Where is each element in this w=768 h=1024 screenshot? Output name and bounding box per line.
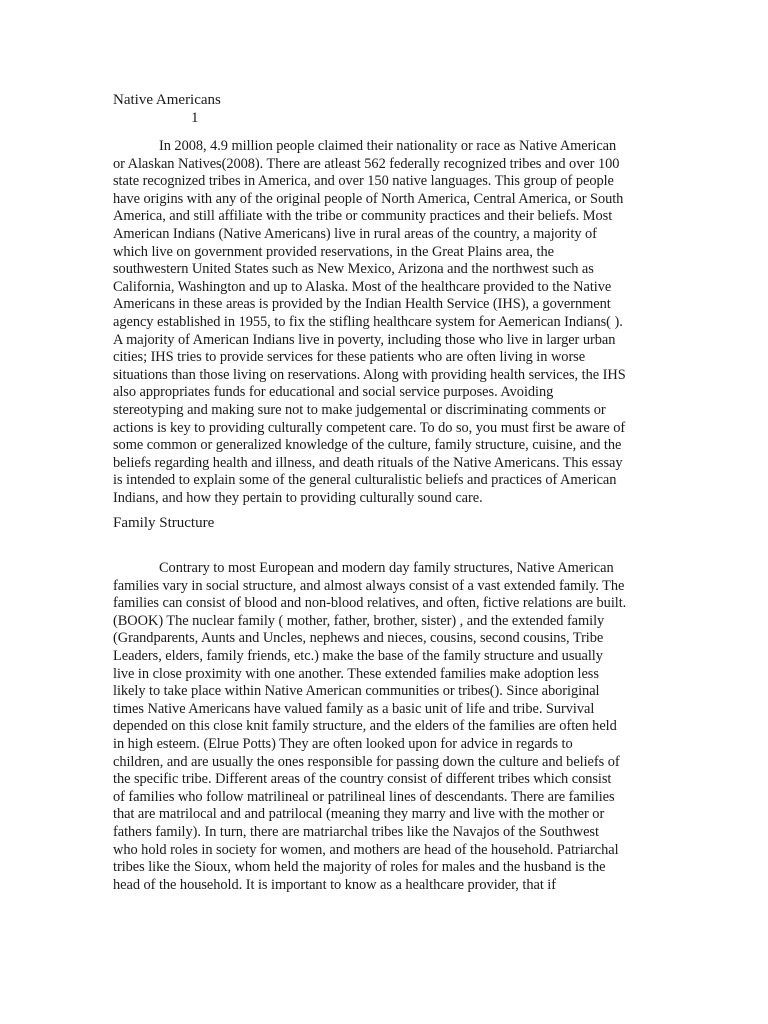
paragraph-line: southwestern United States such as New Mexico, Arizona and the northwest such as — [113, 261, 594, 278]
paragraph-line: Contrary to most European and modern day family structures, Native American — [159, 560, 614, 576]
paragraph-line: which live on government provided reservations, in the Great Plains area, the — [113, 243, 554, 260]
paragraph-line: American Indians (Native Americans) live in rural areas of the country, a majority of — [113, 225, 597, 242]
paragraph-line: agency established in 1955, to fix the stifling healthcare system for Aemerican Indians( ). — [113, 313, 623, 330]
paragraph-line: actions is key to providing culturally competent care. To do so, you must first be aware of — [113, 419, 626, 436]
paragraph-line: stereotyping and making sure not to make judgemental or discriminating comments or — [113, 401, 606, 418]
document-header-title: Native Americans — [113, 92, 221, 108]
paragraph-line: families can consist of blood and non-blood relatives, and often, fictive relations are built. — [113, 595, 627, 612]
paragraph-line: situations than those living on reservations. Along with providing health services, the IHS — [113, 366, 626, 383]
paragraph-line: that are matrilocal and and patrilocal (meaning they marry and live with the mother or — [113, 806, 605, 823]
paragraph-line: state recognized tribes in America, and over 150 native languages. This group of people — [113, 173, 614, 190]
paragraph-line: likely to take place within Native American communities or tribes(). Since aboriginal — [113, 683, 600, 700]
paragraph-line: California, Washington and up to Alaska. Most of the healthcare provided to the Native — [113, 278, 612, 295]
family-structure-paragraph — [113, 560, 651, 894]
paragraph-line: head of the household. It is important to know as a healthcare provider, that if — [113, 876, 557, 893]
paragraph-line: or Alaskan Natives(2008). There are atleast 562 federally recognized tribes and over 100 — [113, 155, 620, 172]
paragraph-line: children, and are usually the ones responsible for passing down the culture and beliefs of — [113, 753, 620, 770]
paragraph-line: also appropriates funds for educational and social service purposes. Avoiding — [113, 384, 554, 401]
paragraph-line: is intended to explain some of the general culturalistic beliefs and practices of American — [113, 472, 617, 489]
paragraph-line: of families who follow matrilineal or patrilineal lines of descendants. There are families — [113, 788, 615, 805]
paragraph-line: the specific tribe. Different areas of the country consist of different tribes which consist — [113, 771, 612, 788]
paragraph-line: A majority of American Indians live in poverty, including those who live in larger urban — [113, 331, 616, 348]
paragraph-line: tribes like the Sioux, whom held the majority of roles for males and the husband is the — [113, 859, 606, 876]
intro-paragraph — [113, 138, 651, 507]
paragraph-line: who hold roles in society for women, and mothers are head of the household. Patriarchal — [113, 841, 619, 858]
paragraph-line: (Grandparents, Aunts and Uncles, nephews and nieces, cousins, second cousins, Tribe — [113, 630, 604, 647]
paragraph-line: Americans in these areas is provided by the Indian Health Service (IHS), a government — [113, 296, 611, 313]
paragraph-line: fathers family). In turn, there are matriarchal tribes like the Navajos of the Southwest — [113, 823, 599, 840]
paragraph-line: beliefs regarding health and illness, and death rituals of the Native Americans. This essay — [113, 454, 623, 471]
section-heading-family-structure: Family Structure — [113, 515, 215, 531]
paragraph-line: In 2008, 4.9 million people claimed their nationality or race as Native American — [159, 138, 617, 154]
paragraph-line: cities; IHS tries to provide services for these patients who are often living in worse — [113, 349, 586, 366]
paragraph-line: America, and still affiliate with the tribe or community practices and their beliefs. Most — [113, 208, 613, 225]
page-number: 1 — [191, 110, 199, 126]
paragraph-line: in high esteem. (Elrue Potts) They are often looked upon for advice in regards to — [113, 735, 573, 752]
paragraph-line: some common or generalized knowledge of the culture, family structure, cuisine, and the — [113, 437, 622, 454]
paragraph-line: live in close proximity with one another. These extended families make adoption less — [113, 665, 599, 682]
paragraph-line: depended on this close knit family structure, and the elders of the families are often held — [113, 718, 617, 735]
paragraph-line: Indians, and how they pertain to providing culturally sound care. — [113, 489, 483, 506]
paragraph-line: times Native Americans have valued family as a basic unit of life and tribe. Survival — [113, 700, 595, 717]
paragraph-line: have origins with any of the original people of North America, Central America, or South — [113, 190, 624, 207]
paragraph-line: Leaders, elders, family friends, etc.) make the base of the family structure and usually — [113, 647, 603, 664]
paragraph-line: (BOOK) The nuclear family ( mother, father, brother, sister) , and the extended family — [113, 612, 605, 629]
paragraph-line: families vary in social structure, and almost always consist of a vast extended family. The — [113, 577, 625, 594]
